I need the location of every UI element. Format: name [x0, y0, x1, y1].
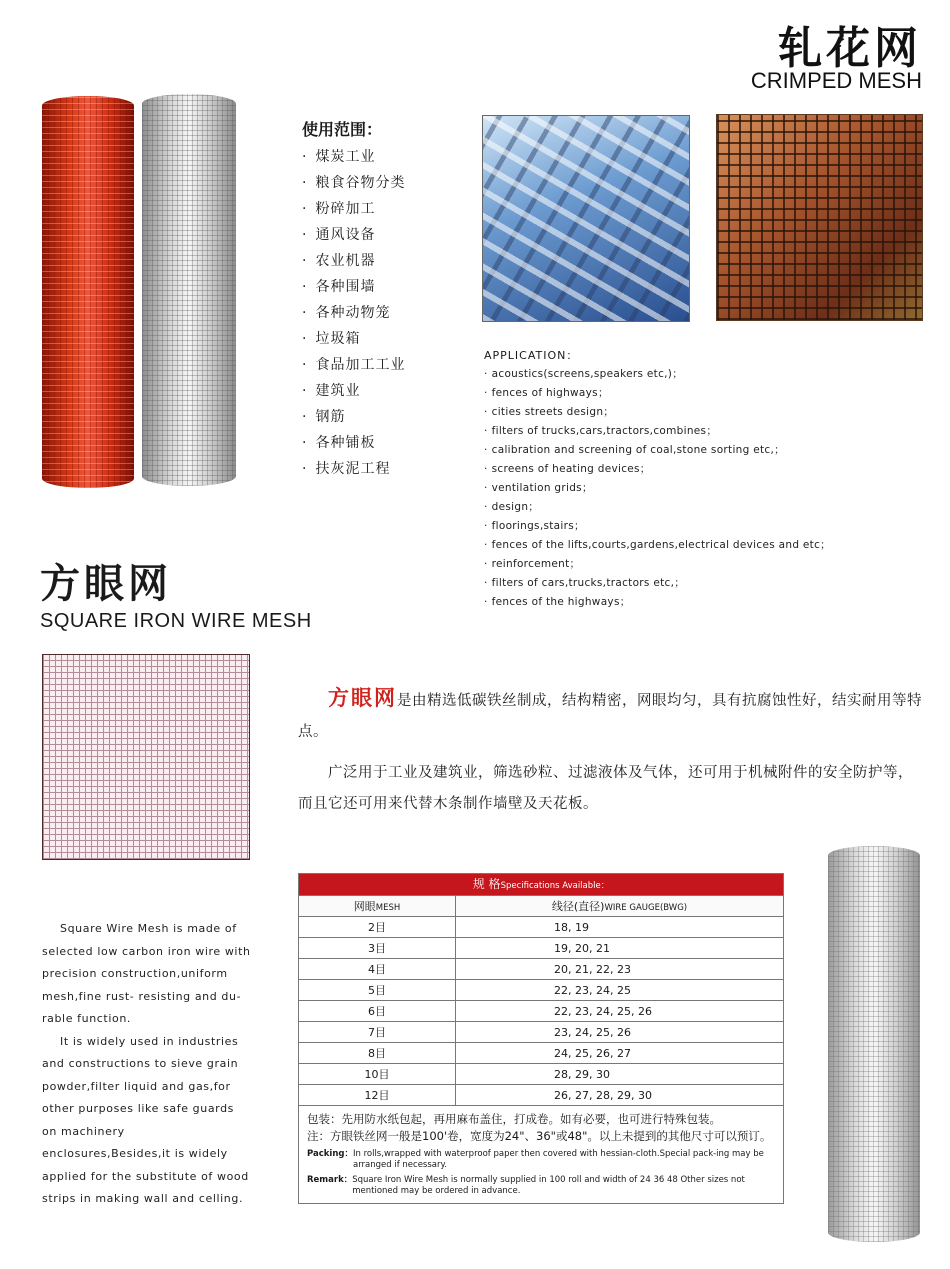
usage-item: · 钢筋: [302, 406, 405, 432]
packing-note-cn: 包装：先用防水纸包起，再用麻布盖住，打成卷。如有必要，也可进行特殊包装。: [307, 1112, 721, 1126]
section-title-en: SQUARE IRON WIRE MESH: [40, 610, 312, 632]
application-item: · screens of heating devices；: [484, 461, 831, 480]
usage-item: · 各种铺板: [302, 432, 405, 458]
application-item: · fences of highways；: [484, 385, 831, 404]
application-list: [484, 366, 831, 613]
copper-mesh-photo: [716, 114, 923, 321]
remark-label: Remark：: [307, 1175, 353, 1185]
spec-title-en: Specifications Available：: [500, 881, 610, 891]
mesh-cell: 5目: [299, 980, 456, 1001]
mesh-cell: 7目: [299, 1022, 456, 1043]
gauge-cell: 26, 27, 28, 29, 30: [456, 1085, 784, 1106]
spec-notes: [299, 1105, 783, 1203]
spec-grid: [299, 895, 783, 1105]
description-cn-p2: 广泛用于工业及建筑业，筛选砂粒、过滤液体及气体，还可用于机械附件的安全防护等，而且它还可用来代替木条制作墙壁及天花板。: [298, 765, 913, 812]
square-mesh-swatch: [42, 654, 250, 860]
usage-item: · 扶灰泥工程: [302, 458, 405, 484]
usage-item: · 煤炭工业: [302, 146, 405, 172]
gauge-cell: 20, 21, 22, 23: [456, 959, 784, 980]
description-en: [42, 918, 252, 1211]
usage-item: · 各种围墙: [302, 276, 405, 302]
application-item: · floorings,stairs；: [484, 518, 831, 537]
mesh-column-header: 网眼MESH: [299, 896, 456, 917]
description-lead: 方眼网: [328, 685, 397, 710]
mesh-cell: 10目: [299, 1064, 456, 1085]
remark-note-cn: 注：方眼铁丝网一般是100'卷，宽度为24"、36"或48"。以上未提到的其他尺寸可以预订。: [307, 1129, 772, 1143]
table-row: [299, 1043, 783, 1064]
spec-table: [298, 873, 784, 1204]
table-row: [299, 959, 783, 980]
application-item: · cities streets design；: [484, 404, 831, 423]
silver-mesh-roll-image: [142, 94, 236, 486]
mesh-cell: 6目: [299, 1001, 456, 1022]
application-item: · acoustics(screens,speakers etc,)；: [484, 366, 831, 385]
mesh-cell: 8目: [299, 1043, 456, 1064]
gauge-cell: 19, 20, 21: [456, 938, 784, 959]
page-title-en: CRIMPED MESH: [750, 68, 922, 93]
mesh-cell: 4目: [299, 959, 456, 980]
description-en-p2: It is widely used in industries and constructions to sieve grain powder,filter liquid and gas,for other purposes like safe guards on machinery enclosures,Besides,it is widely applied for the substitute of wood strips in making wall and celling.: [42, 1034, 249, 1205]
spec-table-title: [299, 874, 783, 895]
usage-item: · 粉碎加工: [302, 198, 405, 224]
description-en-p1: Square Wire Mesh is made of selected low carbon iron wire with precision construction,uniform mesh,fine rust- resisting and du-rable function.: [42, 922, 251, 1025]
packing-text: In rolls,wrapped with waterproof paper then covered with hessian-cloth.Special pack-ing may be arranged if necessary.: [352, 1149, 764, 1170]
application-item: · fences of the lifts,courts,gardens,electrical devices and etc；: [484, 537, 831, 556]
application-item: · design；: [484, 499, 831, 518]
usage-item: · 建筑业: [302, 380, 405, 406]
packing-note-en: [307, 1149, 775, 1171]
application-item: · filters of trucks,cars,tractors,combines；: [484, 423, 831, 442]
table-row: [299, 917, 783, 938]
usage-item: · 食品加工工业: [302, 354, 405, 380]
remark-note-en: [307, 1175, 775, 1197]
gauge-cell: 18, 19: [456, 917, 784, 938]
spec-title-cn: 规 格: [472, 877, 501, 891]
page-title-cn: 轧花网: [778, 23, 922, 74]
usage-item: · 通风设备: [302, 224, 405, 250]
table-row: [299, 980, 783, 1001]
usage-item: · 垃圾箱: [302, 328, 405, 354]
usage-list: [302, 146, 405, 484]
application-item: · reinforcement；: [484, 556, 831, 575]
crimped-mesh-photo: [482, 115, 690, 322]
usage-item: · 各种动物笼: [302, 302, 405, 328]
table-row: [299, 938, 783, 959]
square-mesh-roll-image: [828, 846, 920, 1242]
application-item: · calibration and screening of coal,stone sorting etc,；: [484, 442, 831, 461]
description-cn: [298, 682, 926, 830]
table-row: [299, 1085, 783, 1106]
section-title-cn: 方眼网: [40, 560, 172, 607]
mesh-cell: 12目: [299, 1085, 456, 1106]
mesh-cell: 2目: [299, 917, 456, 938]
description-cn-p1-text: 是由精选低碳铁丝制成，结构精密，网眼均匀，具有抗腐蚀性好，结实耐用等特点。: [298, 693, 922, 740]
gauge-column-header: 线径(直径)WIRE GAUGE(BWG): [456, 896, 784, 917]
packing-label: Packing：: [307, 1149, 353, 1159]
gauge-cell: 23, 24, 25, 26: [456, 1022, 784, 1043]
application-heading: APPLICATION：: [484, 349, 579, 362]
usage-heading: 使用范围：: [302, 120, 383, 139]
spec-header-row: [299, 896, 783, 917]
usage-item: · 粮食谷物分类: [302, 172, 405, 198]
mesh-cell: 3目: [299, 938, 456, 959]
gauge-cell: 22, 23, 24, 25: [456, 980, 784, 1001]
application-item: · ventilation grids；: [484, 480, 831, 499]
table-row: [299, 1064, 783, 1085]
table-row: [299, 1001, 783, 1022]
table-row: [299, 1022, 783, 1043]
description-cn-p1: [298, 682, 926, 748]
gauge-cell: 28, 29, 30: [456, 1064, 784, 1085]
gauge-cell: 24, 25, 26, 27: [456, 1043, 784, 1064]
application-item: · filters of cars,trucks,tractors etc,；: [484, 575, 831, 594]
red-mesh-roll-image: [42, 96, 134, 488]
gauge-cell: 22, 23, 24, 25, 26: [456, 1001, 784, 1022]
application-item: · fences of the highways；: [484, 594, 831, 613]
usage-item: · 农业机器: [302, 250, 405, 276]
remark-text: Square Iron Wire Mesh is normally supplied in 100 roll and width of 24 36 48 Other sizes not mentioned may be ordered in advance.: [352, 1175, 745, 1196]
